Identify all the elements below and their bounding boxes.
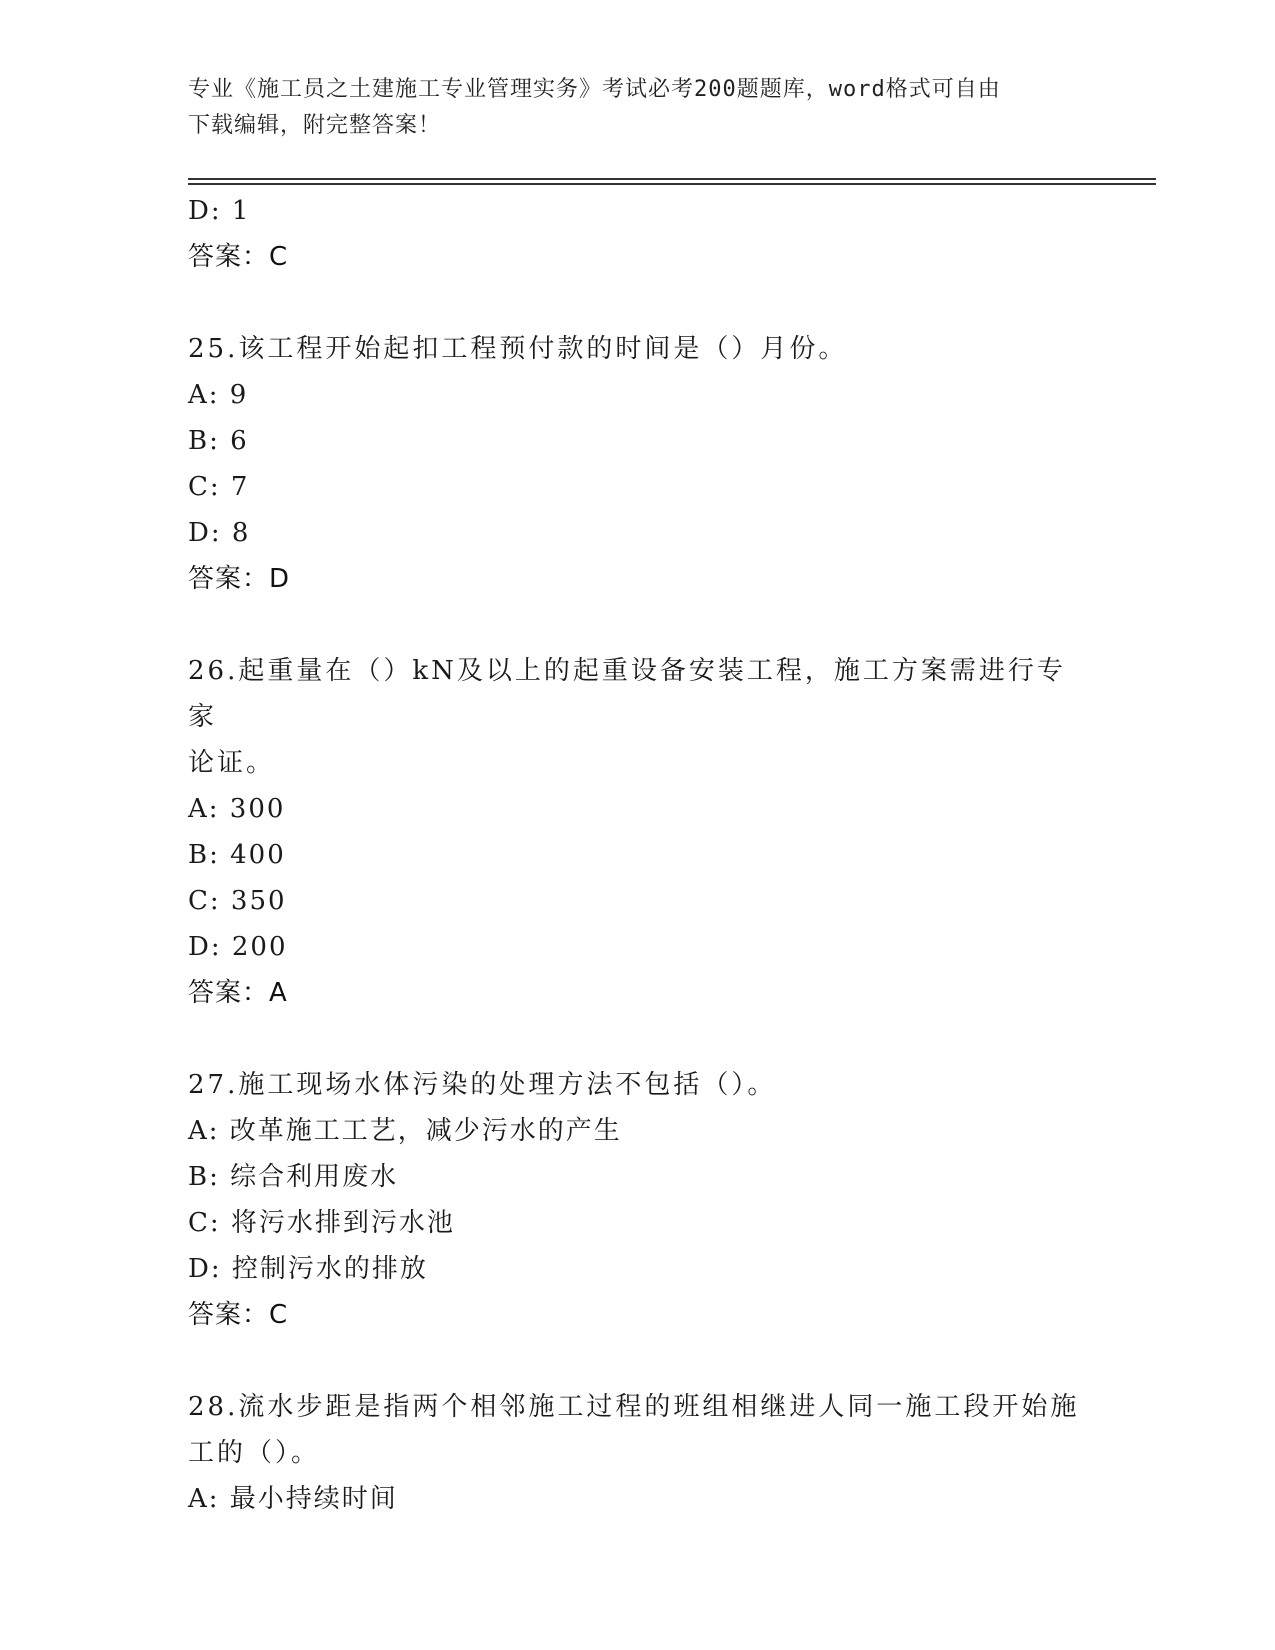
q26-stem-line-1: 26.起重量在（）kN及以上的起重设备安装工程，施工方案需进行专家 [188, 656, 1066, 732]
q25-option-d: D: 8 [188, 518, 251, 548]
header-line-2: 下载编辑，附完整答案！ [188, 113, 442, 138]
spacer [188, 1016, 1088, 1062]
q25-option-a: A: 9 [188, 380, 249, 410]
q25-option-b: B: 6 [188, 426, 249, 456]
q26-option-c: C: 350 [188, 886, 287, 916]
spacer [188, 1338, 1088, 1384]
header-rule-top [188, 178, 1156, 180]
q27-option-c: C: 将污水排到污水池 [188, 1208, 455, 1238]
header-line-1: 专业《施工员之土建施工专业管理实务》考试必考200题题库，word格式可自由 [188, 77, 1001, 102]
q27-option-d: D: 控制污水的排放 [188, 1254, 428, 1284]
q24-answer: 答案：C [188, 242, 289, 272]
q26-stem-line-2: 论证。 [188, 748, 276, 778]
q27-option-b: B: 综合利用废水 [188, 1162, 399, 1192]
q26-answer: 答案：A [188, 978, 288, 1008]
q24-option-d: D: 1 [188, 196, 251, 226]
q27-answer: 答案：C [188, 1300, 289, 1330]
header-rule-bottom [188, 183, 1156, 185]
q28-stem-line-2: 工的（）。 [188, 1438, 321, 1468]
spacer [188, 602, 1088, 648]
question-list [188, 188, 1088, 1522]
q25-option-c: C: 7 [188, 472, 250, 502]
q25-answer: 答案：D [188, 564, 291, 594]
q26-option-a: A: 300 [188, 794, 286, 824]
q27-stem: 27.施工现场水体污染的处理方法不包括（）。 [188, 1070, 777, 1100]
q28-option-a: A: 最小持续时间 [188, 1484, 398, 1514]
spacer [188, 280, 1088, 326]
q27-option-a: A: 改革施工工艺，减少污水的产生 [188, 1116, 622, 1146]
page-header [188, 72, 1088, 144]
q26-option-d: D: 200 [188, 932, 288, 962]
q26-option-b: B: 400 [188, 840, 286, 870]
q25-stem: 25.该工程开始起扣工程预付款的时间是（）月份。 [188, 334, 848, 364]
q28-stem-line-1: 28.流水步距是指两个相邻施工过程的班组相继进人同一施工段开始施 [188, 1392, 1080, 1422]
